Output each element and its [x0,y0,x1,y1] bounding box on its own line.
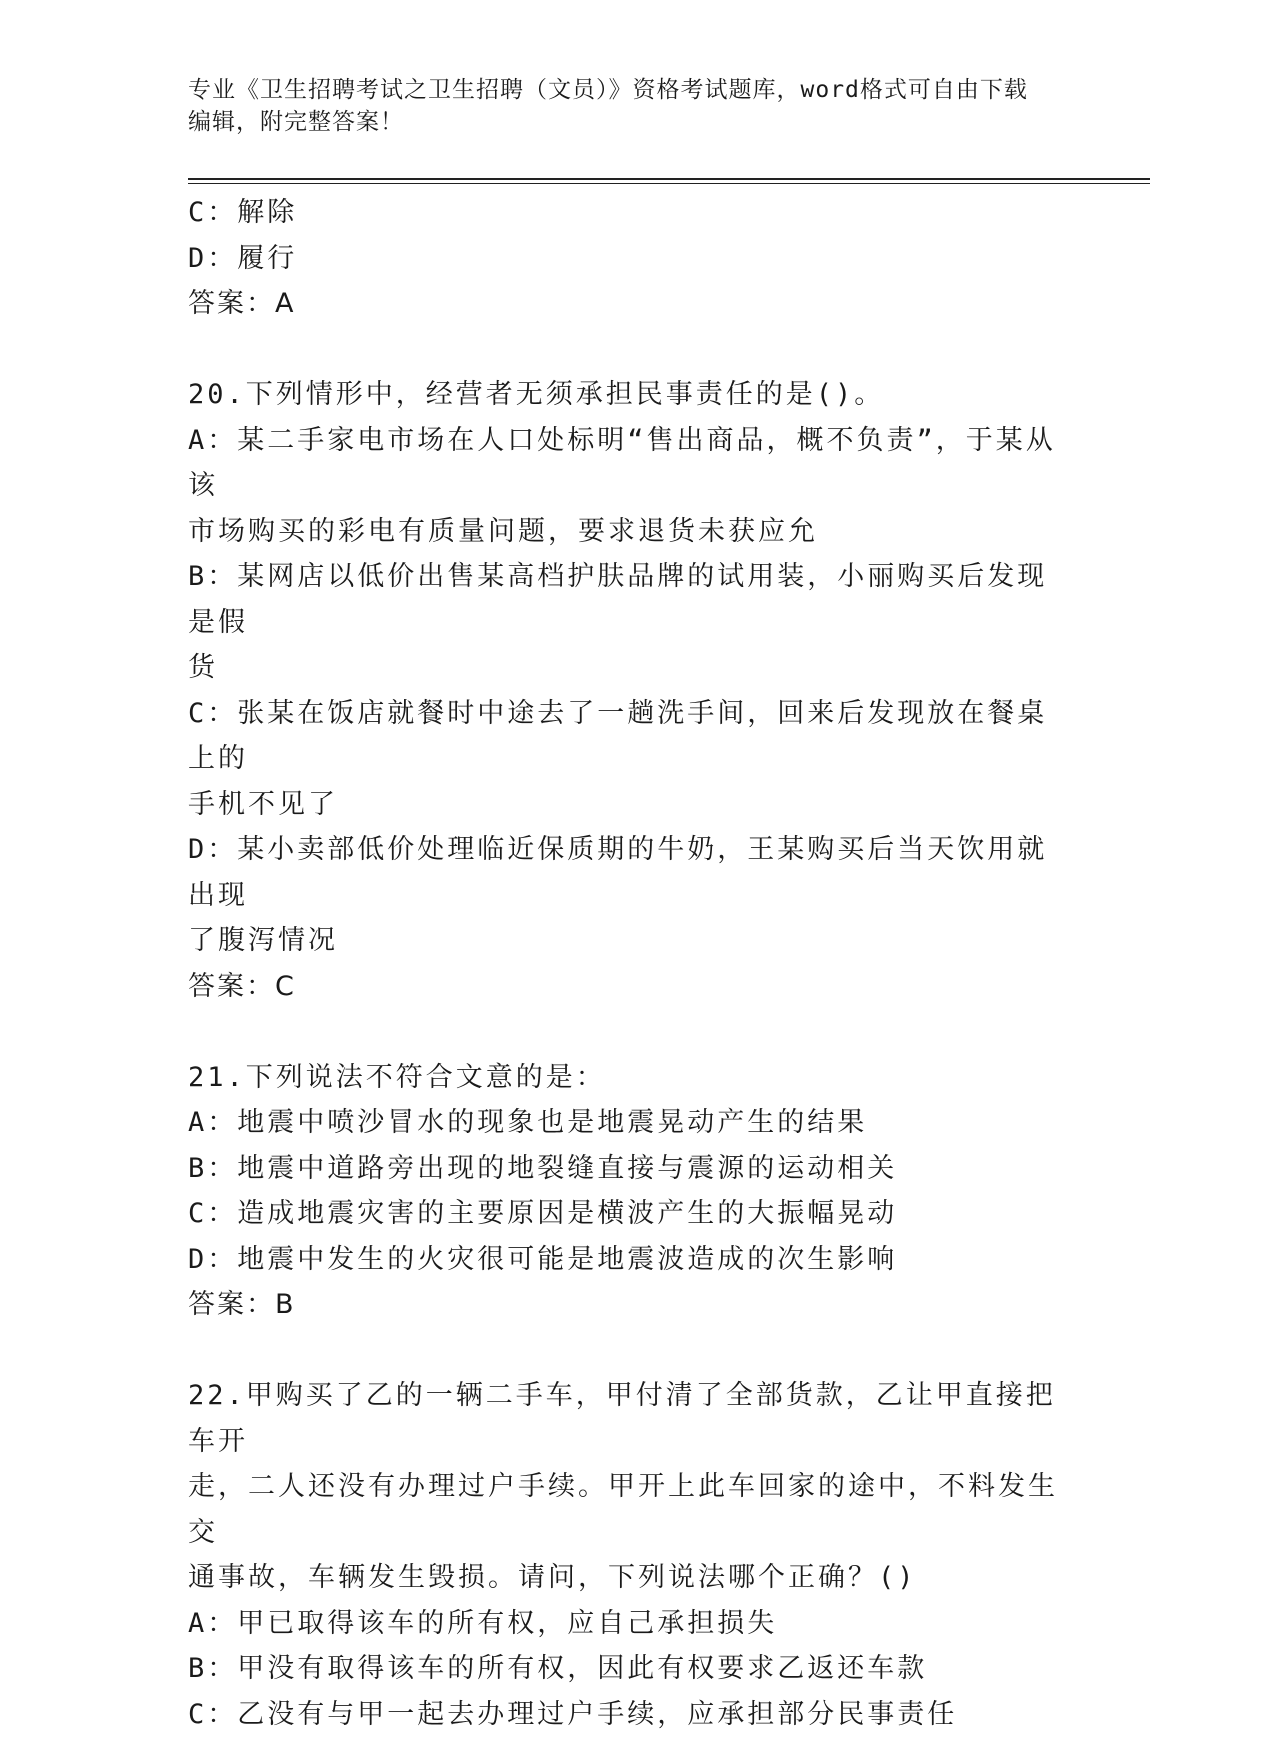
header-line-2: 编辑，附完整答案！ [188,106,1068,138]
option-d: D：地震中发生的火灾很可能是地震波造成的次生影响 [188,1237,1068,1283]
option-c: C：解除 [188,190,1068,236]
option-b-cont: 货 [188,645,1068,691]
question-21 [188,1055,1068,1328]
question-stem: 22.甲购买了乙的一辆二手车，甲付清了全部货款，乙让甲直接把车开 [188,1373,1068,1464]
option-d: D：履行 [188,236,1068,282]
page-header [188,74,1068,138]
header-divider-thick [188,178,1150,180]
answer: 答案：B [188,1282,1068,1328]
option-c: C：乙没有与甲一起去办理过户手续，应承担部分民事责任 [188,1692,1068,1737]
option-b: B：甲没有取得该车的所有权，因此有权要求乙返还车款 [188,1646,1068,1692]
option-c-cont: 手机不见了 [188,782,1068,828]
document-body [188,190,1068,1737]
question-stem: 21.下列说法不符合文意的是： [188,1055,1068,1101]
option-a: A：某二手家电市场在人口处标明“售出商品，概不负责”，于某从该 [188,418,1068,509]
question-22 [188,1373,1068,1737]
question-20 [188,372,1068,1009]
question-stem-cont: 走，二人还没有办理过户手续。甲开上此车回家的途中，不料发生交 [188,1464,1068,1555]
option-b: B：某网店以低价出售某高档护肤品牌的试用装，小丽购买后发现是假 [188,554,1068,645]
option-d-cont: 了腹泻情况 [188,918,1068,964]
option-c: C：造成地震灾害的主要原因是横波产生的大振幅晃动 [188,1191,1068,1237]
answer: 答案：A [188,281,1068,327]
question-19-tail [188,190,1068,327]
option-a-cont: 市场购买的彩电有质量问题，要求退货未获应允 [188,509,1068,555]
header-line-1: 专业《卫生招聘考试之卫生招聘（文员）》资格考试题库，word格式可自由下载 [188,74,1068,106]
question-stem: 20.下列情形中，经营者无须承担民事责任的是()。 [188,372,1068,418]
option-b: B：地震中道路旁出现的地裂缝直接与震源的运动相关 [188,1146,1068,1192]
option-a: A：甲已取得该车的所有权，应自己承担损失 [188,1601,1068,1647]
question-stem-cont: 通事故，车辆发生毁损。请问，下列说法哪个正确？() [188,1555,1068,1601]
option-c: C：张某在饭店就餐时中途去了一趟洗手间，回来后发现放在餐桌上的 [188,691,1068,782]
option-a: A：地震中喷沙冒水的现象也是地震晃动产生的结果 [188,1100,1068,1146]
option-d: D：某小卖部低价处理临近保质期的牛奶，王某购买后当天饮用就出现 [188,827,1068,918]
answer: 答案：C [188,964,1068,1010]
header-divider-thin [188,183,1150,184]
